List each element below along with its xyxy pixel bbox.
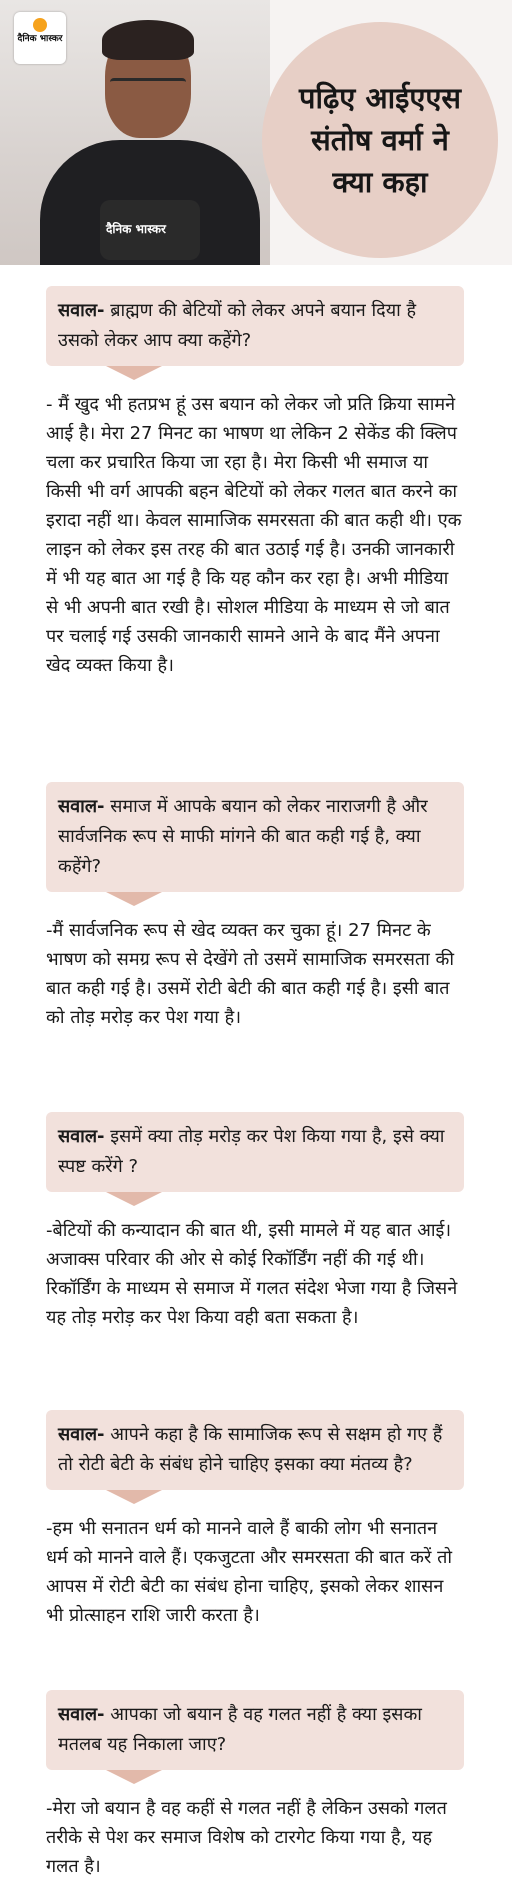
question-label: सवाल-	[58, 1126, 105, 1147]
question-label: सवाल-	[58, 1704, 105, 1725]
question-box	[46, 286, 464, 366]
title-badge	[262, 22, 498, 258]
sun-icon	[33, 18, 47, 32]
logo-text: दैनिक भास्कर	[17, 34, 63, 44]
question-text: ब्राह्मण की बेटियों को लेकर अपने बयान दिया है उसको लेकर आप क्या कहेंगे?	[58, 300, 417, 351]
header-banner	[0, 0, 512, 265]
pointer-icon	[106, 892, 162, 906]
question-box	[46, 782, 464, 892]
answer-text: -मैं सार्वजनिक रूप से खेद व्यक्त कर चुका हूं। 27 मिनट के भाषण को समग्र रूप से देखेंगे तो उसमें सामाजिक समरसता की बात कही गई है। उसमें रोटी बेटी की बात कही गई है। इसी बात को तोड़ मरोड़ कर पेश गया है।	[46, 920, 454, 1028]
mic-brand-label: दैनिक भास्कर	[106, 222, 166, 236]
qa-block	[0, 1410, 512, 1630]
question-text: आपने कहा है कि सामाजिक रूप से सक्षम हो गए हैं तो रोटी बेटी के संबंध होने चाहिए इसका क्या मंतव्य है?	[58, 1424, 443, 1475]
question-label: सवाल-	[58, 1424, 105, 1445]
pointer-icon	[106, 1490, 162, 1504]
question-label: सवाल-	[58, 796, 105, 817]
question-box	[46, 1410, 464, 1490]
title-line: संतोष वर्मा ने	[311, 123, 449, 157]
question-label: सवाल-	[58, 300, 105, 321]
answer-text: - मैं खुद भी हतप्रभ हूं उस बयान को लेकर जो प्रति क्रिया सामने आई है। मेरा 27 मिनट का भाषण था लेकिन 2 सेकेंड की क्लिप चला कर प्रचारित किया जा रहा है। मेरा किसी भी समाज या किसी भी वर्ग आपकी बहन बेटियों को लेकर गलत बात करने का इरादा नहीं था। केवल सामाजिक समरसता की बात कही थी। एक लाइन को लेकर इस तरह की बात उठाई गई है। उनकी जानकारी में भी यह बात आ गई है कि यह कौन कर रहा है। अभी मीडिया से भी अपनी बात रखी है। सोशल मीडिया के माध्यम से जो बात पर चलाई गई उसकी जानकारी सामने आने के बाद मैंने अपना खेद व्यक्त किया है।	[46, 394, 462, 676]
pointer-icon	[106, 1770, 162, 1784]
question-text: समाज में आपके बयान को लेकर नाराजगी है और सार्वजनिक रूप से माफी मांगने की बात कही गई है, क्या कहेंगे?	[58, 796, 428, 877]
glasses-icon	[110, 78, 186, 95]
question-text: आपका जो बयान है वह गलत नहीं है क्या इसका मतलब यह निकाला जाए?	[58, 1704, 422, 1755]
person-hair	[102, 20, 194, 60]
qa-block	[0, 782, 512, 1032]
question-box	[46, 1112, 464, 1192]
question-text: इसमें क्या तोड़ मरोड़ कर पेश किया गया है, इसे क्या स्पष्ट करेंगे ?	[58, 1126, 445, 1177]
answer-text: -मेरा जो बयान है वह कहीं से गलत नहीं है लेकिन उसको गलत तरीके से पेश कर समाज विशेष को टारगेट किया गया है, यह गलत है।	[46, 1798, 447, 1877]
pointer-icon	[106, 366, 162, 380]
title-line: पढ़िए आईएएस	[299, 81, 461, 115]
answer-text: -बेटियों की कन्यादान की बात थी, इसी मामले में यह बात आई। अजाक्स परिवार की ओर से कोई रिकॉर्डिंग नहीं की गई थी। रिकॉर्डिंग के माध्यम से समाज में गलत संदेश भेजा गया है जिसने यह तोड़ मरोड़ कर पेश किया वही बता सकता है।	[46, 1220, 458, 1328]
qa-block	[0, 286, 512, 680]
question-box	[46, 1690, 464, 1770]
qa-block	[0, 1690, 512, 1881]
qa-block	[0, 1112, 512, 1332]
page-title	[275, 77, 485, 203]
pointer-icon	[106, 1192, 162, 1206]
brand-logo	[14, 12, 66, 64]
answer-text: -हम भी सनातन धर्म को मानने वाले हैं बाकी लोग भी सनातन धर्म को मानने वाले हैं। एकजुटता और समरसता की बात करें तो आपस में रोटी बेटी का संबंध होना चाहिए, इसको लेकर शासन भी प्रोत्साहन राशि जारी करता है।	[46, 1518, 452, 1626]
title-line: क्या कहा	[332, 165, 428, 199]
